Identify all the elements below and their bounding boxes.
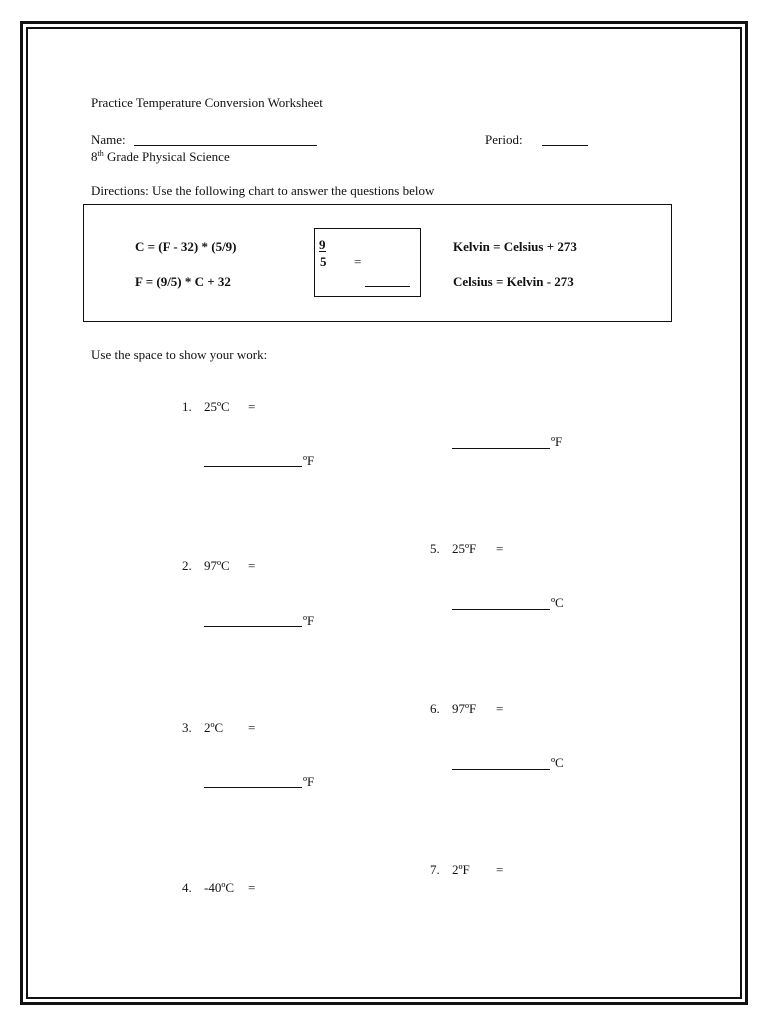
page-border-inner — [26, 27, 742, 999]
answer-unit: ºC — [551, 755, 564, 770]
answer-unit: ºF — [303, 774, 315, 789]
question-equals: = — [248, 720, 256, 735]
fraction-equals: = — [354, 254, 362, 269]
question-number: 3. — [182, 720, 192, 735]
formula-celsius-from-kelvin: Celsius = Kelvin - 273 — [453, 274, 574, 289]
formula-kelvin: Kelvin = Celsius + 273 — [453, 239, 577, 254]
question-number: 4. — [182, 880, 192, 895]
fraction-denominator: 5 — [320, 254, 327, 269]
question-equals: = — [248, 558, 256, 573]
answer-field-top-right[interactable] — [452, 448, 550, 449]
question-value: 2ºC — [204, 720, 224, 735]
question-value: 2ºF — [452, 862, 470, 877]
question-equals: = — [496, 541, 504, 556]
formula-fahrenheit: F = (9/5) * C + 32 — [135, 274, 231, 289]
answer-field-3[interactable] — [204, 787, 302, 788]
grade-course — [91, 150, 230, 163]
answer-unit: ºC — [551, 595, 564, 610]
grade-suffix: th — [97, 149, 104, 158]
question-number: 1. — [182, 399, 192, 414]
answer-unit: ºF — [551, 434, 563, 449]
fraction-answer-field[interactable] — [365, 286, 410, 287]
question-equals: = — [496, 862, 504, 877]
answer-field-5[interactable] — [452, 609, 550, 610]
question-value: -40ºC — [204, 880, 235, 895]
question-value: 97ºC — [204, 558, 230, 573]
answer-field-1[interactable] — [204, 466, 302, 467]
directions-text: Directions: Use the following chart to answer the questions below — [91, 183, 435, 198]
question-number: 7. — [430, 862, 440, 877]
course-name: Grade Physical Science — [103, 149, 230, 164]
answer-unit: ºF — [303, 453, 315, 468]
answer-unit: ºF — [303, 613, 315, 628]
question-value: 25ºF — [452, 541, 477, 556]
fraction-numerator: 9 — [319, 237, 326, 252]
period-label: Period: — [485, 132, 523, 147]
question-number: 6. — [430, 701, 440, 716]
name-label: Name: — [91, 132, 126, 147]
name-field[interactable] — [134, 145, 317, 146]
answer-field-6[interactable] — [452, 769, 550, 770]
question-equals: = — [248, 880, 256, 895]
question-value: 25ºC — [204, 399, 230, 414]
grade-number: 8 — [91, 149, 98, 164]
formula-celsius: C = (F - 32) * (5/9) — [135, 239, 237, 254]
work-prompt: Use the space to show your work: — [91, 347, 268, 362]
worksheet-title: Practice Temperature Conversion Worksheet — [91, 95, 323, 110]
question-equals: = — [248, 399, 256, 414]
question-value: 97ºF — [452, 701, 477, 716]
question-equals: = — [496, 701, 504, 716]
period-field[interactable] — [542, 145, 588, 146]
question-number: 2. — [182, 558, 192, 573]
question-number: 5. — [430, 541, 440, 556]
answer-field-2[interactable] — [204, 626, 302, 627]
